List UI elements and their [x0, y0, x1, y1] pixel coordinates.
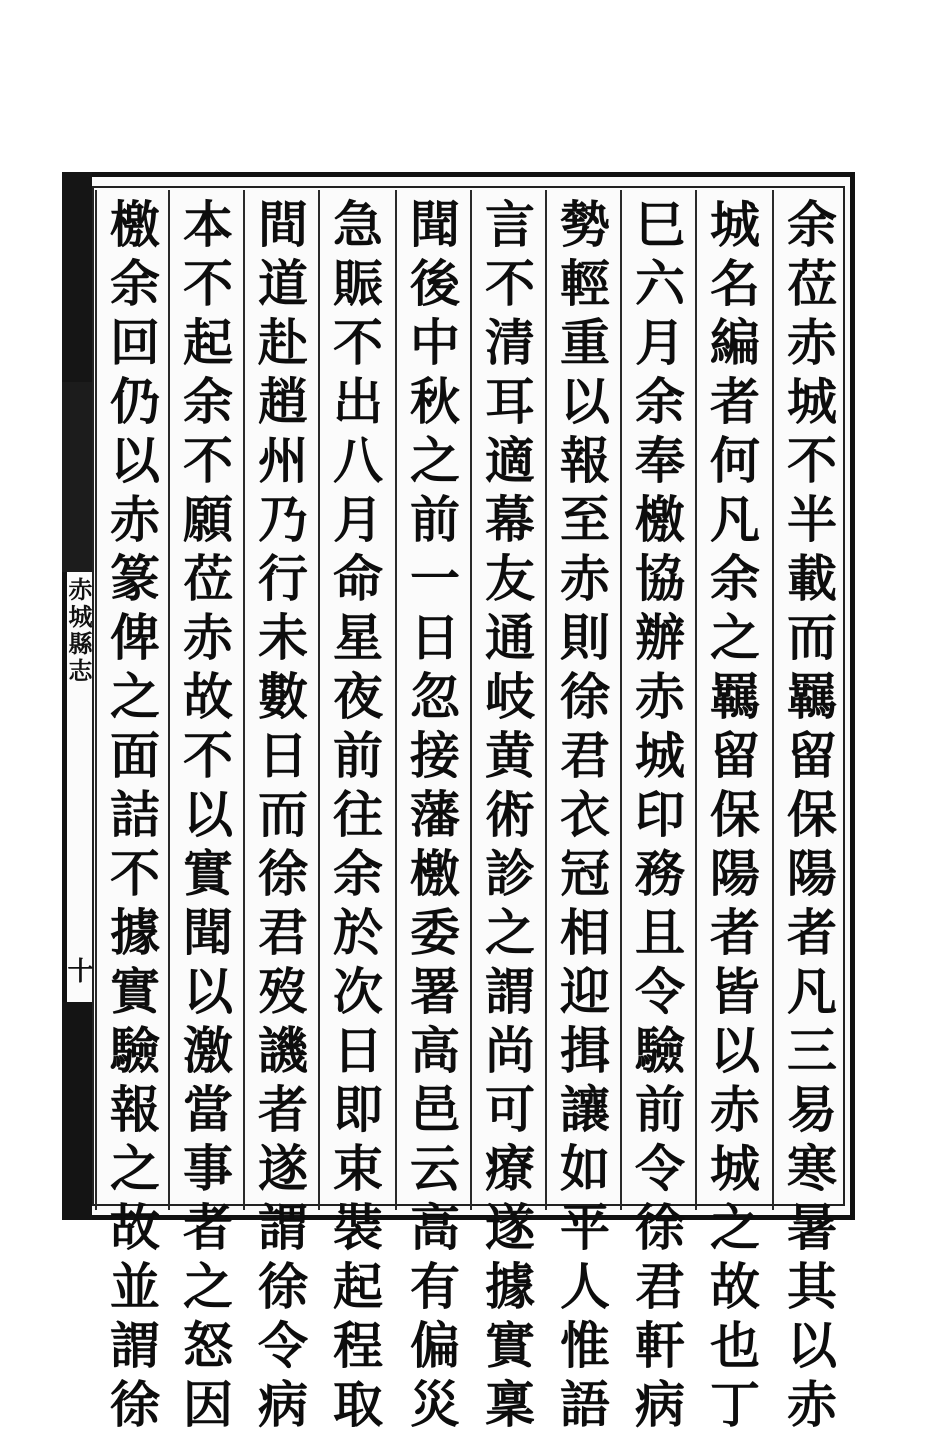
text-column-6: [395, 190, 461, 1437]
column-text: 余莅赤城不半載而羈留保陽者凡三易寒暑其以赤: [779, 198, 838, 1437]
book-spine: [62, 172, 92, 1220]
column-text: 城名編者何凡余之羈留保陽者皆以赤城之故也丁: [702, 198, 761, 1437]
column-text: 間道赴趙州乃行未數日而徐君歿譏者遂謂徐令病: [250, 198, 309, 1437]
spine-fishtail-mark: [62, 382, 92, 572]
text-column-1: [772, 190, 838, 1437]
column-text: 言不清耳適幕友通岐黄術診之謂尚可療遂據實稟: [477, 198, 536, 1437]
spine-page-number: 十: [63, 957, 93, 983]
column-text: 勢輕重以報至赤則徐君衣冠相迎揖讓如平人惟語: [552, 198, 611, 1437]
text-column-8: [243, 190, 309, 1437]
text-column-4: [545, 190, 611, 1437]
spine-bottom-block: [62, 1002, 92, 1220]
text-column-3: [620, 190, 686, 1437]
column-text: 急賑不出八月命星夜前往余於次日即束裝起程取: [325, 198, 384, 1437]
column-text: 巳六月余奉檄協辦赤城印務且令驗前令徐君軒病: [627, 198, 686, 1437]
spine-top-block: [62, 172, 92, 382]
column-text: 本不起余不願莅赤故不以實聞以激當事者之怒因: [175, 198, 234, 1437]
spine-title: 赤城縣志: [64, 577, 93, 685]
column-text: 檄余回仍以赤篆俾之面詰不據實驗報之故並謂徐: [102, 198, 161, 1437]
column-text: 聞後中秋之前一日忽接藩檄委署高邑云高有偏災: [402, 198, 461, 1437]
text-column-9: [168, 190, 234, 1437]
text-column-5: [470, 190, 536, 1437]
text-column-10: [95, 190, 161, 1437]
text-column-7: [318, 190, 384, 1437]
text-column-2: [695, 190, 761, 1437]
